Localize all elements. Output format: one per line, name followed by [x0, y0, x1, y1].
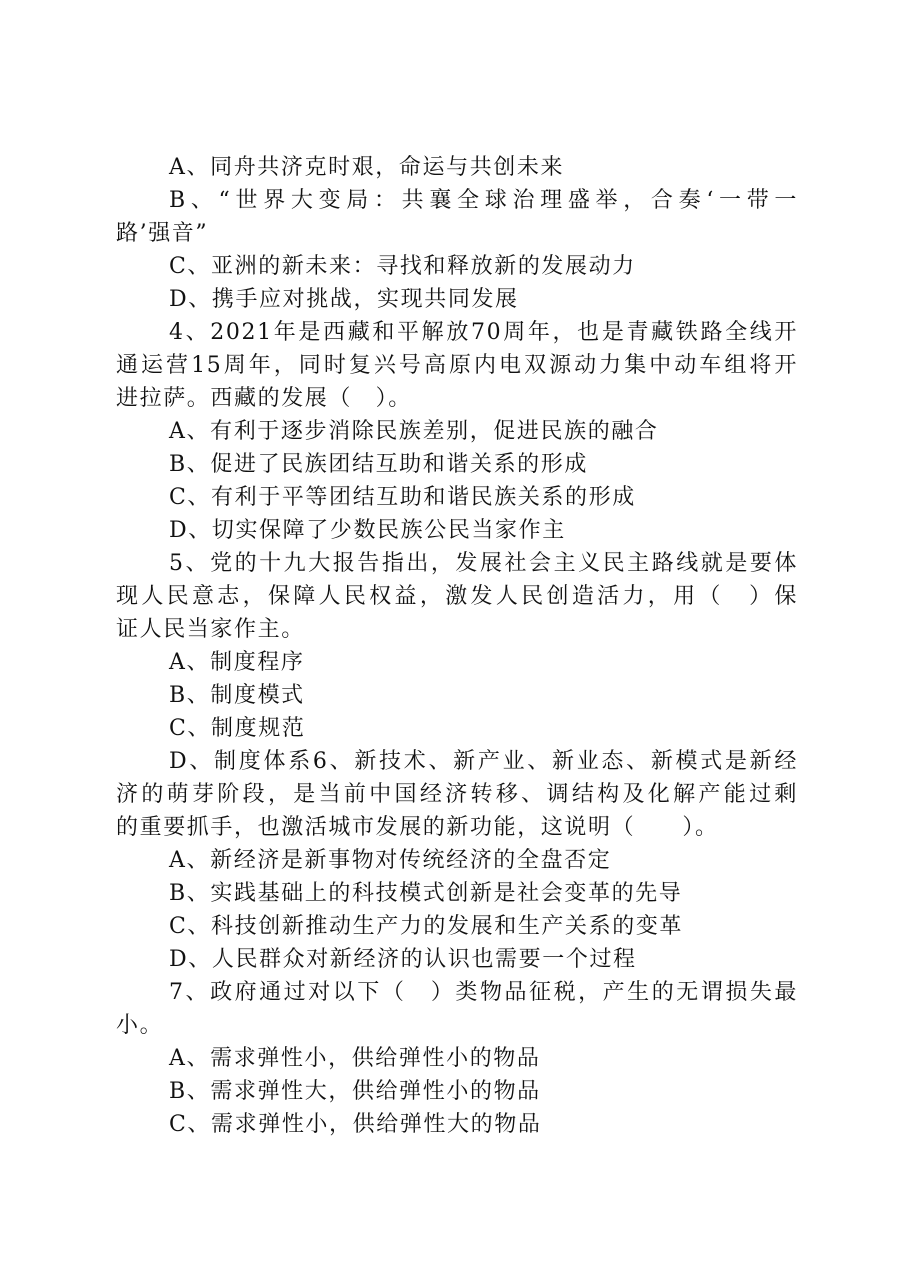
option-line: B、需求弹性大，供给弹性小的物品	[169, 1079, 541, 1104]
option-line: D、切实保障了少数民族公民当家作主	[169, 518, 566, 543]
option-line: A、有利于逐步消除民族差别，促进民族的融合	[169, 419, 659, 444]
option-line: B、实践基础上的科技模式创新是社会变革的先导	[169, 881, 683, 906]
option-line: B、制度模式	[169, 683, 305, 708]
question-line-continuation: 现人民意志，保障人民权益，激发人民创造活力，用（ ）保	[116, 584, 798, 609]
question-line-continuation: 进拉萨。西藏的发展（ ）。	[116, 386, 412, 411]
option-line: D、制度体系6、新技术、新产业、新业态、新模式是新经	[169, 749, 798, 774]
option-line: B、促进了民族团结互助和谐关系的形成	[169, 452, 588, 477]
option-line: C、制度规范	[169, 716, 306, 741]
question-line-continuation: 通运营15周年，同时复兴号高原内电双源动力集中动车组将开	[116, 353, 798, 378]
option-line: B、“世界大变局：共襄全球治理盛举，合奏‘一带一	[169, 188, 798, 213]
question-line: 5、党的十九大报告指出，发展社会主义民主路线就是要体	[169, 551, 798, 576]
question-line-continuation: 济的萌芽阶段，是当前中国经济转移、调结构及化解产能过剩	[116, 782, 798, 807]
option-line-continuation: 路’强音”	[116, 221, 209, 246]
question-line: 4、2021年是西藏和平解放70周年，也是青藏铁路全线开	[169, 320, 798, 345]
option-line: D、人民群众对新经济的认识也需要一个过程	[169, 947, 637, 972]
option-line: D、携手应对挑战，实现共同发展	[169, 287, 519, 312]
question-line-continuation: 的重要抓手，也激活城市发展的新功能，这说明（ ）。	[116, 815, 719, 840]
option-line: C、有利于平等团结互助和谐民族关系的形成	[169, 485, 636, 510]
question-line: 7、政府通过对以下（ ）类物品征税，产生的无谓损失最	[169, 980, 798, 1005]
option-line: C、亚洲的新未来：寻找和释放新的发展动力	[169, 254, 636, 279]
option-line: A、需求弹性小，供给弹性小的物品	[169, 1046, 541, 1071]
question-line-continuation: 证人民当家作主。	[116, 617, 305, 642]
option-line: A、制度程序	[169, 650, 305, 675]
option-line: C、科技创新推动生产力的发展和生产关系的变革	[169, 914, 684, 939]
document-body	[116, 151, 798, 1141]
option-line: C、需求弹性小，供给弹性大的物品	[169, 1112, 542, 1137]
option-line: A、同舟共济克时艰，命运与共创未来	[169, 155, 565, 180]
question-line-continuation: 小。	[116, 1013, 164, 1038]
option-line: A、新经济是新事物对传统经济的全盘否定	[169, 848, 612, 873]
